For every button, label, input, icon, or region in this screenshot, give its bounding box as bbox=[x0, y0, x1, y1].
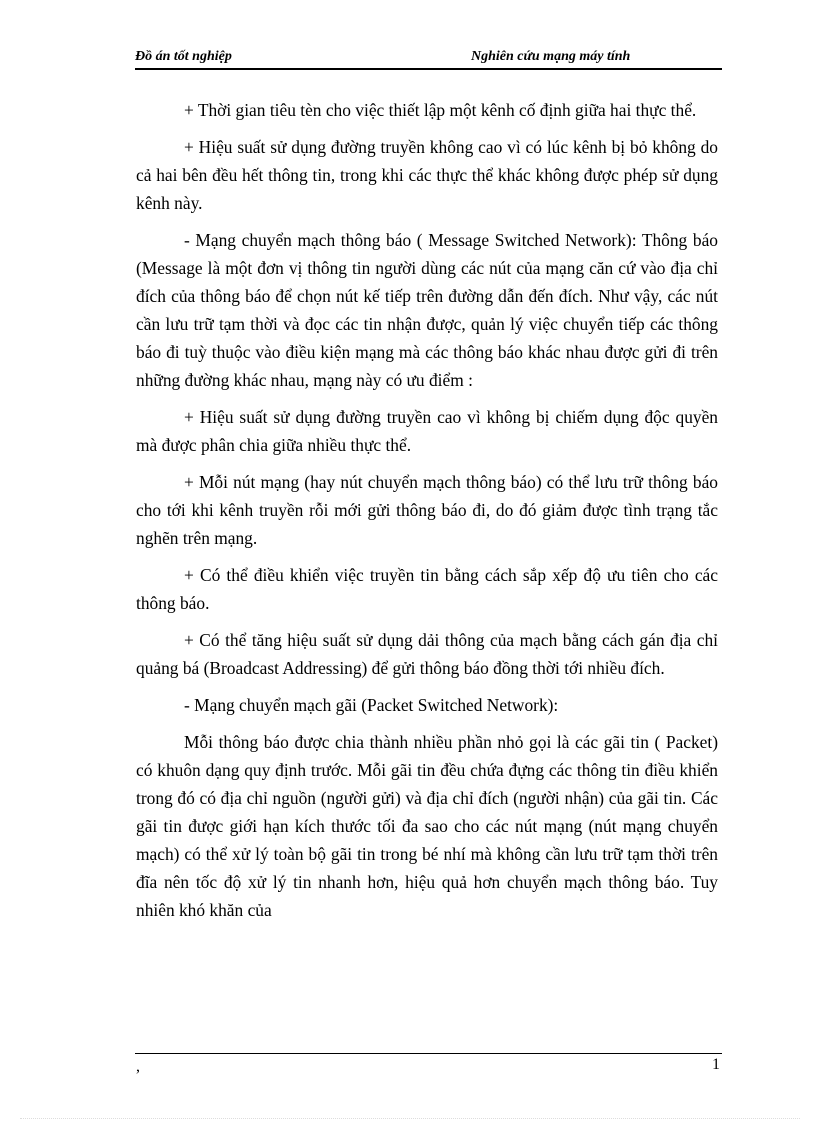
header-document-title: Nghiên cứu mạng máy tính bbox=[471, 49, 631, 64]
page-number: 1 bbox=[712, 1056, 720, 1073]
paragraph-advantage-priority: + Có thể điều khiển việc truyền tin bằng cách sắp xếp độ ưu tiên cho các thông báo. bbox=[136, 565, 718, 613]
paragraph-advantage-storage: + Mỗi nút mạng (hay nút chuyển mạch thông báo) có thể lưu trữ thông báo cho tới khi kênh truyền rỗi mới gửi thông báo đi, do đó giảm được tình trạng tắc nghẽn trên mạng. bbox=[136, 472, 718, 548]
paragraph-line-efficiency: + Hiệu suất sử dụng đường truyền không cao vì có lúc kênh bị bỏ không do cả hai bên đều hết thông tin, trong khi các thực thể khác không được phép sử dụng kênh này. bbox=[136, 137, 718, 213]
body-text bbox=[136, 96, 718, 933]
paragraph-packet-switched-heading: - Mạng chuyển mạch gãi (Packet Switched Network): bbox=[184, 695, 559, 715]
header-document-type: Đồ án tốt nghiệp bbox=[135, 49, 232, 64]
footer-mark: , bbox=[136, 1058, 140, 1075]
page-header bbox=[135, 49, 722, 69]
paragraph-setup-time: + Thời gian tiêu tèn cho việc thiết lập một kênh cố định giữa hai thực thể. bbox=[184, 100, 697, 120]
paragraph-advantage-efficiency: + Hiệu suất sử dụng đường truyền cao vì không bị chiếm dụng độc quyền mà được phân chia giữa nhiều thực thể. bbox=[136, 407, 718, 455]
header-rule bbox=[135, 68, 722, 70]
paragraph-message-switched-network: - Mạng chuyển mạch thông báo ( Message Switched Network): Thông báo (Message là một đơn vị thông tin người dùng các nút của mạng căn cứ vào địa chỉ đích của thông báo để chọn nút kế tiếp trên đường dẫn đến đích. Như vậy, các nút cần lưu trữ tạm thời và đọc các tin nhận được, quản lý việc chuyển tiếp các thông báo đi tuỳ thuộc vào điều kiện mạng mà các thông báo khác nhau được gửi đi trên những đường khác nhau, mạng này có ưu điểm : bbox=[136, 230, 718, 390]
paragraph-packet-description: Mỗi thông báo được chia thành nhiều phần nhỏ gọi là các gãi tin ( Packet) có khuôn dạng quy định trước. Mỗi gãi tin đều chứa đựng các thông tin điều khiển trong đó có địa chỉ nguồn (người gửi) và địa chỉ đích (người nhận) của gãi tin. Các gãi tin được giới hạn kích thước tối đa sao cho các nút mạng (nút mạng chuyển mạch) có thể xử lý toàn bộ gãi tin trong bé nhí mà không cần lưu trữ tạm thời trên đĩa nên tốc độ xử lý tin nhanh hơn, hiệu quả hơn chuyển mạch thông báo. Tuy nhiên khó khăn của bbox=[136, 732, 718, 920]
page-edge-dots bbox=[20, 1118, 800, 1119]
footer-rule bbox=[135, 1053, 722, 1054]
paragraph-advantage-broadcast: + Có thể tăng hiệu suất sử dụng dải thông của mạch bằng cách gán địa chỉ quảng bá (Broadcast Addressing) để gửi thông báo đồng thời tới nhiều đích. bbox=[136, 630, 718, 678]
